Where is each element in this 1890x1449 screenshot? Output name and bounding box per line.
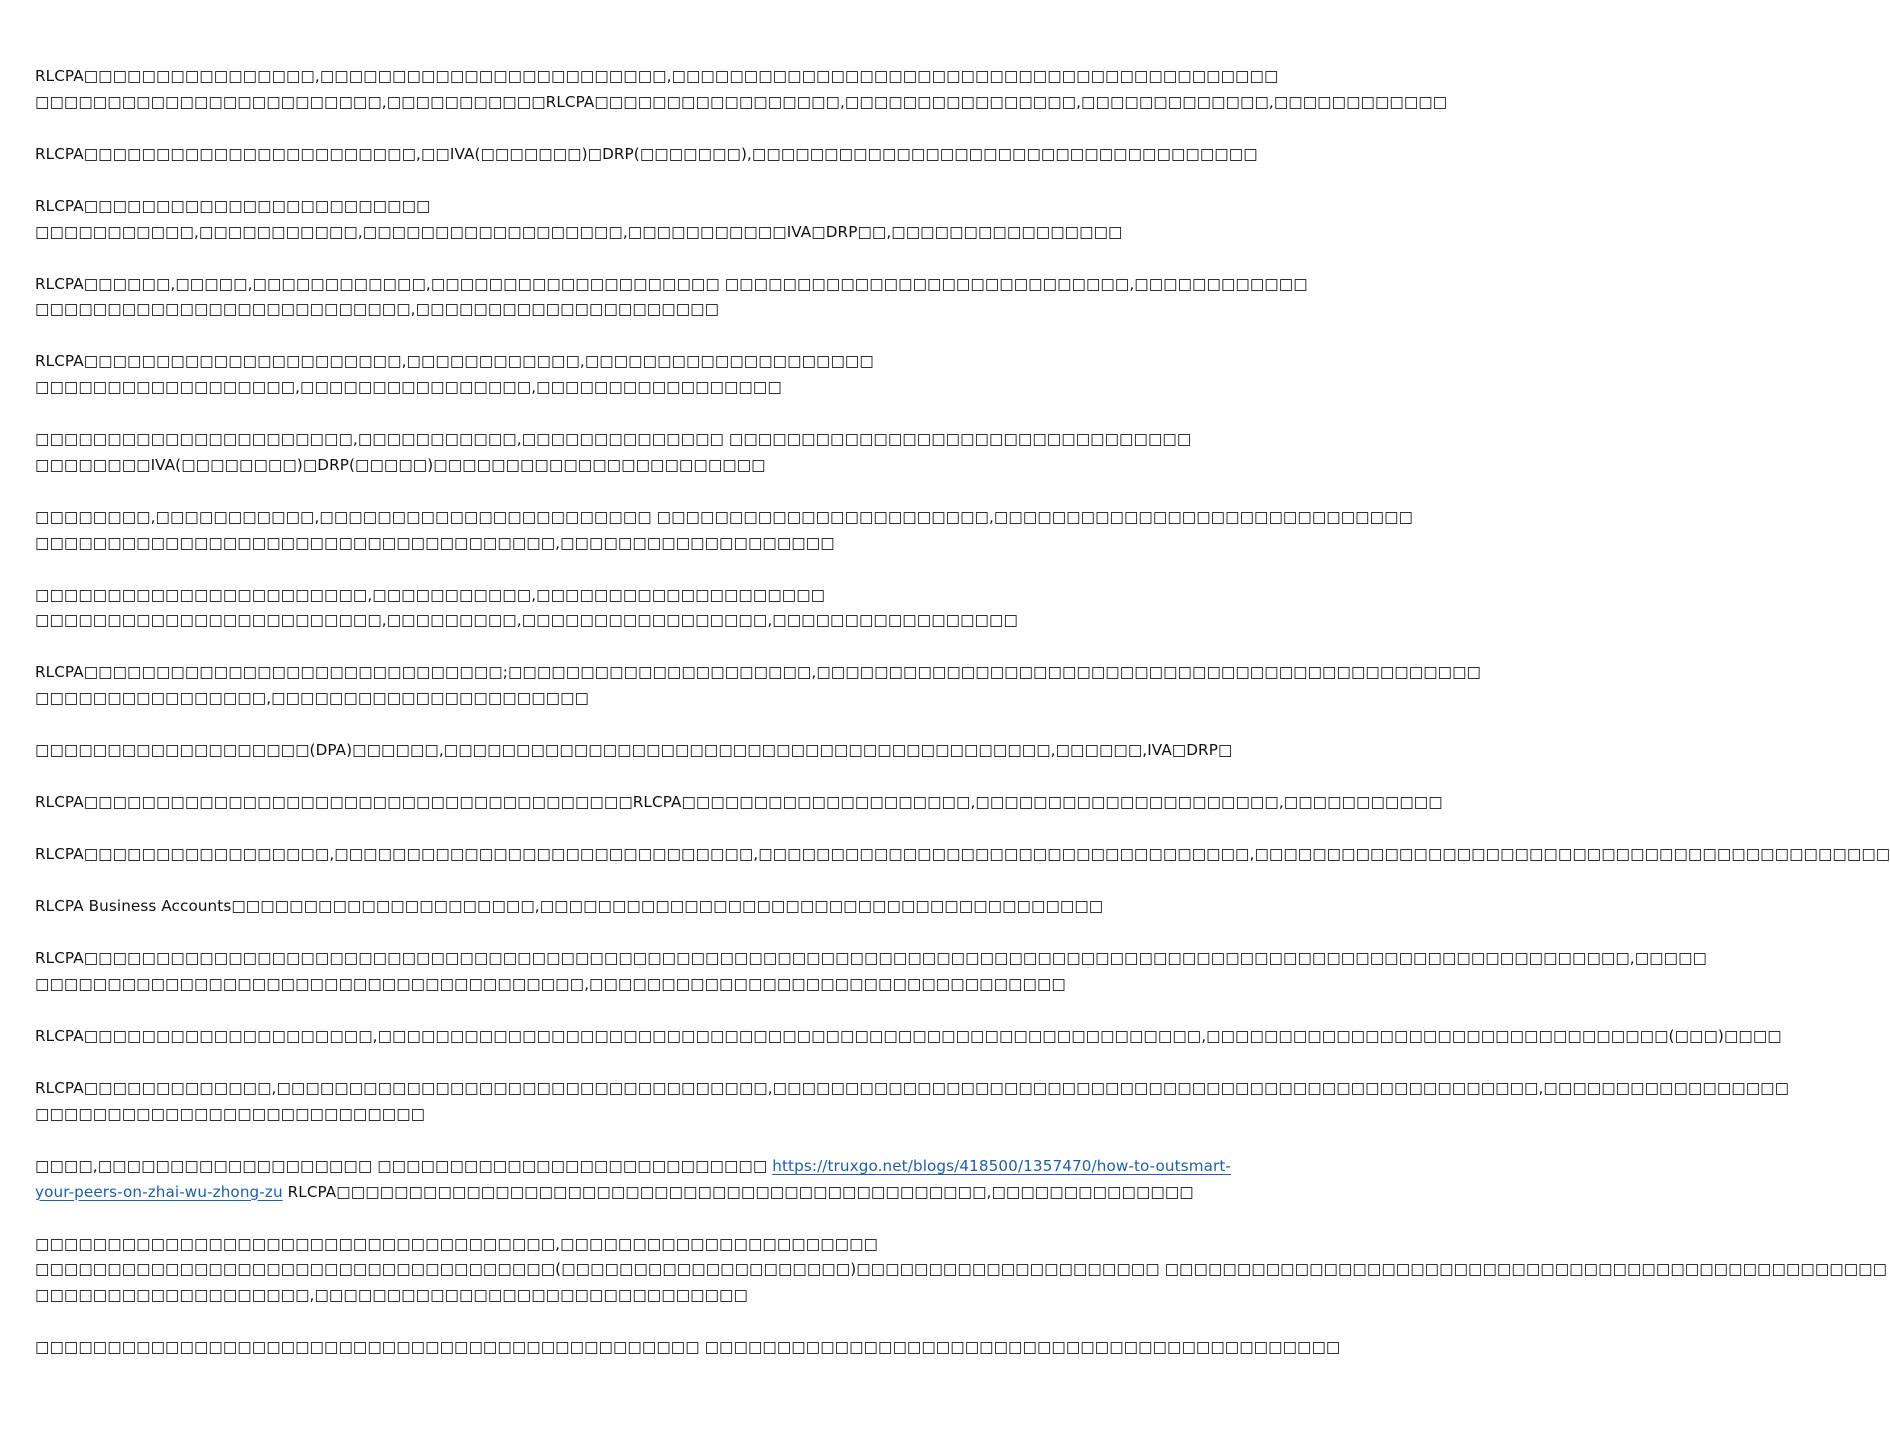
text-line: □□□□□□□□□□□□□□□□□□□□□□□□□□□□□□□□□□□□□□□□□□□□□□ □□□□□□□□□□□□□□□□□□□□□□□□□□□□□□□□□□□□□□□□□□□□ <box>35 1338 1341 1357</box>
paragraph-13 <box>35 894 1104 920</box>
text-line: RLCPA Business Accounts□□□□□□□□□□□□□□□□□□□□□,□□□□□□□□□□□□□□□□□□□□□□□□□□□□□□□□□□□□□□□ <box>35 897 1104 916</box>
text-line: RLCPA□□□□□□□□□□□□□,□□□□□□□□□□□□□□□□□□□□□□□□□□□□□□□□□□,□□□□□□□□□□□□□□□□□□□□□□□□□□□□□□□□□□□□□□□□□□□□□□□□□□□□□,□□□□□□□□□□□□□□□□□ <box>35 1078 1790 1097</box>
text-line: □□□□□□□□□□□□□□□□□□□□□□□□,□□□□□□□□□□□RLCPA□□□□□□□□□□□□□□□□□,□□□□□□□□□□□□□□□□,□□□□□□□□□□□□□,□□□□□□□□□□□□ <box>35 92 1448 111</box>
text-line: □□□□□□□□□□□□□□□□□□,□□□□□□□□□□□□□□□□,□□□□□□□□□□□□□□□□□ <box>35 378 782 397</box>
paragraph-5 <box>35 349 990 401</box>
text-run: RLCPA□□□□□□□□□□□□□□□□□□□□□□□□□□□□□□□□□□□□□□□□□□□□□,□□□□□□□□□□□□□□ <box>282 1182 1194 1201</box>
paragraph-3 <box>35 194 1123 246</box>
document-body <box>35 64 1890 1387</box>
paragraph-4 <box>35 272 1308 324</box>
paragraph-6 <box>35 427 1192 479</box>
paragraph-7 <box>35 505 1413 557</box>
text-line: RLCPA□□□□□□,□□□□□,□□□□□□□□□□□□,□□□□□□□□□□□□□□□□□□□□ □□□□□□□□□□□□□□□□□□□□□□□□□□□□,□□□□□□□□□□□□ <box>35 274 1308 293</box>
paragraph-17-with-link <box>35 1154 1231 1206</box>
text-run: □□□□,□□□□□□□□□□□□□□□□□□□ □□□□□□□□□□□□□□□□□□□□□□□□□□□ <box>35 1156 773 1175</box>
text-line: RLCPA□□□□□□□□□□□□□□□□□□□□□□□□□□□□□□□□□□□□□□□□□□□□□□□□□□□□□□□□□□□□□□□□□□□□□□□□□□□□□□□□□□□□□□□□□□□□□□□□□□□□□□□□□□□,□□□□□ <box>35 949 1707 968</box>
paragraph-19 <box>35 1335 1341 1361</box>
text-line: □□□□□□□□□□□□□□□□□□□,□□□□□□□□□□□□□□□□□□□□□□□□□□□□□□ <box>35 1286 748 1305</box>
text-line: RLCPA□□□□□□□□□□□□□□□□,□□□□□□□□□□□□□□□□□□□□□□□□,□□□□□□□□□□□□□□□□□□□□□□□□□□□□□□□□□□□□□□□□□□ <box>35 67 1279 85</box>
text-line: □□□□□□□□IVA(□□□□□□□□)□DRP(□□□□□)□□□□□□□□□□□□□□□□□□□□□□□ <box>35 455 766 474</box>
text-line: □□□□□□□□□□□□□□□□□□□□□□,□□□□□□□□□□□,□□□□□□□□□□□□□□ □□□□□□□□□□□□□□□□□□□□□□□□□□□□□□□□ <box>35 430 1192 449</box>
text-line <box>35 1180 1194 1206</box>
paragraph-1 <box>35 64 1448 116</box>
text-line: □□□□□□□□□□□□□□□□,□□□□□□□□□□□□□□□□□□□□□□ <box>35 689 590 708</box>
paragraph-10 <box>35 738 1233 764</box>
article-link-continued[interactable]: your-peers-on-zhai-wu-zhong-zu <box>35 1182 283 1201</box>
paragraph-9 <box>35 660 1481 712</box>
text-line: □□□□□□□□,□□□□□□□□□□□,□□□□□□□□□□□□□□□□□□□□□□□ □□□□□□□□□□□□□□□□□□□□□□□,□□□□□□□□□□□□□□□□□□□□□□□□□□□□□ <box>35 507 1413 526</box>
paragraph-15 <box>35 1024 1782 1050</box>
paragraph-14 <box>35 946 1707 998</box>
text-line: □□□□□□□□□□□□□□□□□□□□□□□□□□□□□□□□□□□□,□□□□□□□□□□□□□□□□□□□□□□ <box>35 1234 878 1253</box>
text-line: □□□□□□□□□□□□□□□□□□□□□□□□□□□ <box>35 1104 426 1123</box>
text-line: RLCPA□□□□□□□□□□□□□□□□□□□□□□,□□□□□□□□□□□□,□□□□□□□□□□□□□□□□□□□□ <box>35 352 874 371</box>
text-line: □□□□□□□□□□□□□□□□□□□□□□□□□□□□□□□□□□□□(□□□□□□□□□□□□□□□□□□□□)□□□□□□□□□□□□□□□□□□□□□ □□□□□□□□□□□□□□□□□□□□□□□□□□□□□□□□□□□□□□□□□□□□□□□□□□ <box>35 1260 1888 1279</box>
text-line: RLCPA□□□□□□□□□□□□□□□□□□□□□□□,□□IVA(□□□□□□□)□DRP(□□□□□□□),□□□□□□□□□□□□□□□□□□□□□□□□□□□□□□□□□□□ <box>35 144 1258 163</box>
text-line: □□□□□□□□□□□□□□□□□□□□□□□□□□□□□□□□□□□□,□□□□□□□□□□□□□□□□□□□ <box>35 533 835 552</box>
text-line: □□□□□□□□□□□□□□□□□□□□□□□□□□,□□□□□□□□□□□□□□□□□□□□□ <box>35 300 720 319</box>
text-line: □□□□□□□□□□□□□□□□□□□□□□□□□□□□□□□□□□□□□□,□□□□□□□□□□□□□□□□□□□□□□□□□□□□□□□□□ <box>35 974 1066 993</box>
paragraph-12 <box>35 842 1890 868</box>
paragraph-18 <box>35 1232 1888 1309</box>
paragraph-8 <box>35 583 1018 635</box>
paragraph-11 <box>35 790 1443 816</box>
text-line: RLCPA□□□□□□□□□□□□□□□□□□□□□□□□□□□□□;□□□□□□□□□□□□□□□□□□□□□,□□□□□□□□□□□□□□□□□□□□□□□□□□□□□□□□□□□□□□□□□□□□□□ <box>35 663 1481 682</box>
text-line: □□□□□□□□□□□□□□□□□□□□□□□,□□□□□□□□□□□,□□□□□□□□□□□□□□□□□□□□ <box>35 585 826 604</box>
text-line <box>35 1154 1231 1180</box>
text-line: RLCPA□□□□□□□□□□□□□□□□□,□□□□□□□□□□□□□□□□□□□□□□□□□□□□□,□□□□□□□□□□□□□□□□□□□□□□□□□□□□□□□□□□,□□□□□□□□□□□□□□□□□□□□□□□□□□□□□□□□□□□□□□□□□□□□ <box>35 845 1890 864</box>
text-line: RLCPA□□□□□□□□□□□□□□□□□□□□□□□□□□□□□□□□□□□□□□RLCPA□□□□□□□□□□□□□□□□□□□□,□□□□□□□□□□□□□□□□□□□□□,□□□□□□□□□□□ <box>35 793 1443 812</box>
paragraph-2 <box>35 142 1258 168</box>
paragraph-16 <box>35 1076 1790 1128</box>
article-link[interactable]: https://truxgo.net/blogs/418500/1357470/how-to-outsmart- <box>772 1156 1231 1175</box>
text-line: □□□□□□□□□□□□□□□□□□□□□□□□,□□□□□□□□□,□□□□□□□□□□□□□□□□□,□□□□□□□□□□□□□□□□□ <box>35 611 1018 630</box>
text-line: RLCPA□□□□□□□□□□□□□□□□□□□□,□□□□□□□□□□□□□□□□□□□□□□□□□□□□□□□□□□□□□□□□□□□□□□□□□□□□□□□□□,□□□□□□□□□□□□□□□□□□□□□□□□□□□□□□□□(□□□)□□□□ <box>35 1026 1782 1045</box>
text-line: □□□□□□□□□□□,□□□□□□□□□□□,□□□□□□□□□□□□□□□□□□,□□□□□□□□□□□IVA□DRP□□,□□□□□□□□□□□□□□□□ <box>35 222 1123 241</box>
text-line: RLCPA□□□□□□□□□□□□□□□□□□□□□□□□ <box>35 196 431 215</box>
text-line: □□□□□□□□□□□□□□□□□□□(DPA)□□□□□□,□□□□□□□□□□□□□□□□□□□□□□□□□□□□□□□□□□□□□□□□□□,□□□□□□,IVA□DRP□ <box>35 741 1233 760</box>
